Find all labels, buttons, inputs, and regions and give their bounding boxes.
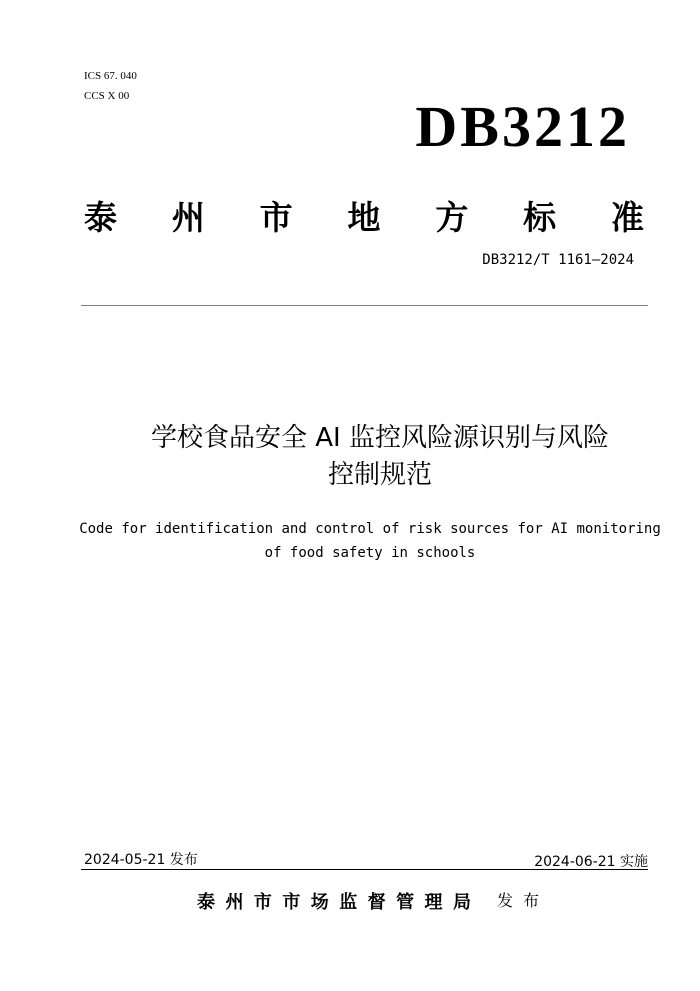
- standard-kind-char: 标: [523, 197, 557, 237]
- issuer-char: 市: [253, 892, 272, 913]
- english-title: [30, 517, 700, 565]
- issuer-char: 州: [225, 892, 244, 913]
- ics-code: ICS 67. 040: [84, 70, 137, 82]
- standard-kind-char: 泰: [84, 197, 117, 237]
- standard-kind-char: 准: [610, 197, 644, 237]
- publish-date: 2024-05-21 发布: [84, 852, 198, 868]
- standard-kind-char: 州: [171, 197, 205, 237]
- issuer-char: 理: [424, 892, 443, 913]
- bottom-divider: [81, 869, 648, 870]
- classification-codes: [84, 66, 137, 106]
- standard-logo: DB3212: [415, 94, 630, 159]
- standard-number: DB3212/T 1161—2024: [482, 252, 634, 268]
- chinese-title-line: 学校食品安全 AI 监控风险源识别与风险: [151, 423, 609, 453]
- issuer-char: 督: [367, 892, 386, 913]
- effective-date: 2024-06-21 实施: [534, 854, 648, 870]
- standard-kind-char: 方: [435, 197, 469, 237]
- issue-char: 发: [497, 891, 514, 910]
- standard-kind: [84, 192, 644, 238]
- issuer-char: 场: [310, 892, 329, 913]
- top-divider: [81, 305, 648, 306]
- english-title-line: Code for identification and control of risk sources for AI monitoring: [79, 521, 661, 537]
- issuer-char: 市: [282, 892, 301, 913]
- issuer-char: 监: [339, 892, 358, 913]
- issuing-authority: [197, 886, 471, 916]
- standard-kind-char: 地: [347, 197, 381, 237]
- ccs-code: CCS X 00: [84, 90, 130, 102]
- issue-char: 布: [522, 891, 539, 910]
- english-title-line: of food safety in schools: [264, 545, 476, 561]
- chinese-title-line: 控制规范: [327, 460, 432, 490]
- issuer-char: 管: [396, 892, 415, 913]
- standard-kind-char: 市: [259, 197, 293, 237]
- issue-label: [497, 888, 539, 911]
- issuer-char: 局: [452, 892, 471, 913]
- chinese-title: [60, 420, 700, 494]
- issuer-char: 泰: [197, 892, 215, 913]
